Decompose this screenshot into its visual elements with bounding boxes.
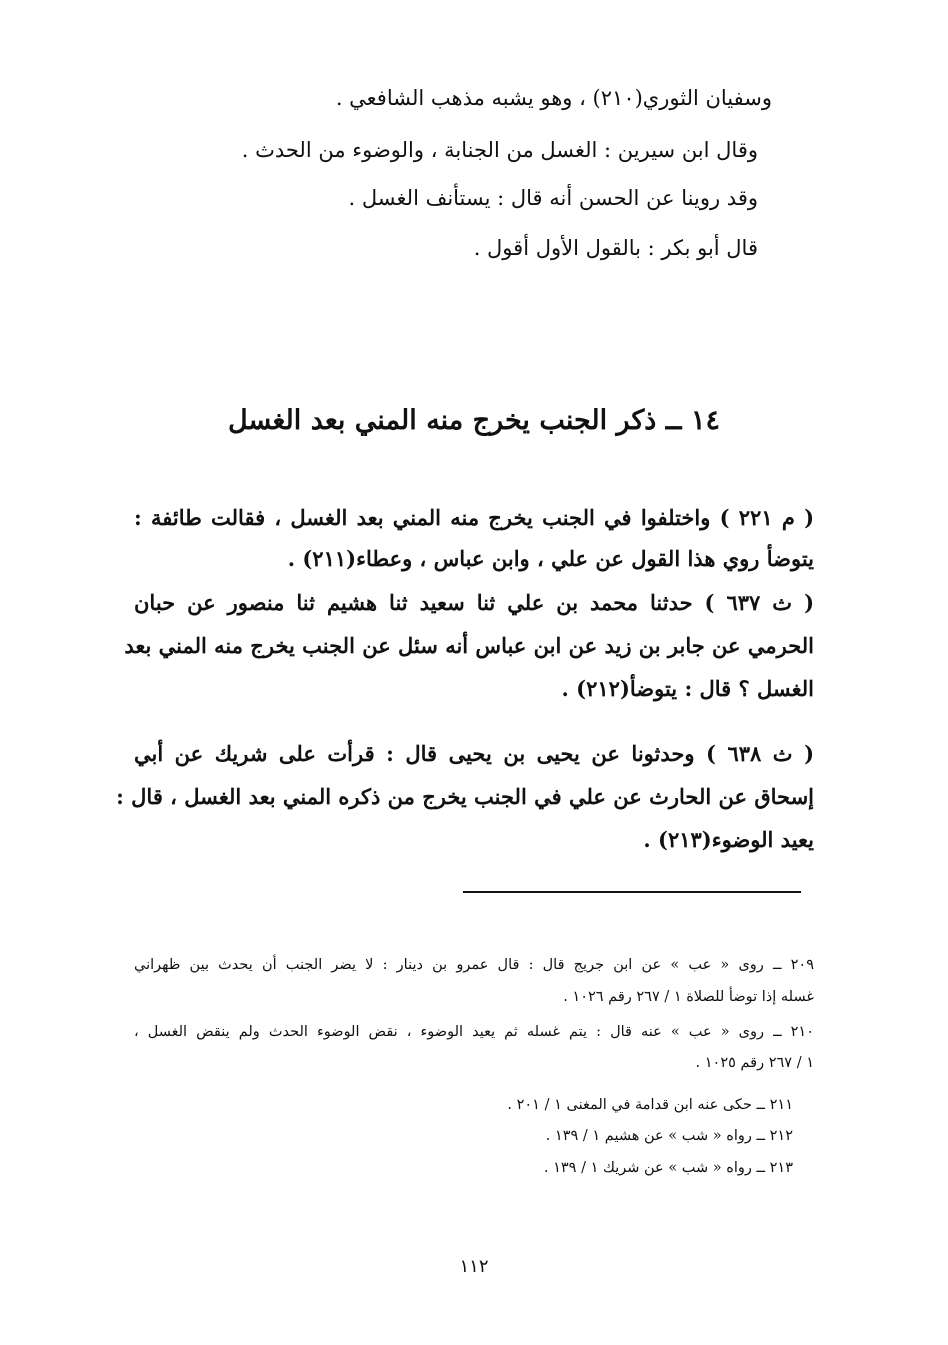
top-paragraph-line-4: قال أبو بكر : بالقول الأول أقول . [473, 236, 758, 260]
entry-th637-line-3: الغسل ؟ قال : يتوضأ(٢١٢) . [561, 676, 814, 701]
entry-th638-line-3: يعيد الوضوء(٢١٣) . [643, 827, 814, 852]
entry-m221-line-1: ( م ٢٢١ ) واختلفوا في الجنب يخرج منه المني بعد الغسل ، فقالت طائفة : [134, 505, 814, 530]
footnote-separator [463, 891, 801, 893]
top-paragraph-line-1: وسفيان الثوري(٢١٠) ، وهو يشبه مذهب الشافعي . [335, 86, 772, 110]
entry-m221-line-2: يتوضأ روي هذا القول عن علي ، وابن عباس ، وعطاء(٢١١) . [287, 546, 814, 571]
footnote-212: ٢١٢ ــ رواه « شب » عن هشيم ١ / ١٣٩ . [545, 1128, 793, 1144]
entry-th637-line-2: الحرمي عن جابر بن زيد عن ابن عباس أنه سئل عن الجنب يخرج منه المني بعد [124, 633, 814, 658]
entry-th637-line-1: ( ث ٦٣٧ ) حدثنا محمد بن علي ثنا سعيد ثنا هشيم ثنا منصور عن حبان [134, 590, 814, 615]
page-number: ١١٢ [459, 1256, 489, 1277]
entry-th638-line-1: ( ث ٦٣٨ ) وحدثونا عن يحيى بن يحيى قال : قرأت على شريك عن أبي [134, 741, 815, 766]
footnote-211: ٢١١ ــ حكى عنه ابن قدامة في المغنى ١ / ٢٠١ . [507, 1097, 793, 1113]
footnote-210-line-2: ١ / ٢٦٧ رقم ١٠٢٥ . [695, 1055, 814, 1071]
top-paragraph-line-3: وقد روينا عن الحسن أنه قال : يستأنف الغسل . [348, 186, 758, 210]
entry-th638-line-2: إسحاق عن الحارث عن علي في الجنب يخرج من ذكره المني بعد الغسل ، قال : [116, 784, 814, 809]
footnote-210-line-1: ٢١٠ ــ روى « عب » عنه قال : يتم غسله ثم يعيد الوضوء ، نقض الوضوء الحدث ولم ينقض الغسل ، [134, 1024, 814, 1040]
section-heading: ١٤ ــ ذكر الجنب يخرج منه المني بعد الغسل [228, 405, 720, 436]
top-paragraph-line-2: وقال ابن سيرين : الغسل من الجنابة ، والوضوء من الحدث . [241, 138, 758, 162]
footnote-213: ٢١٣ ــ رواه « شب » عن شريك ١ / ١٣٩ . [543, 1160, 793, 1176]
footnote-209-line-1: ٢٠٩ ــ روى « عب » عن ابن جريج قال : قال عمرو بن دينار : لا يضر الجنب أن يحدث بين ظهراني [134, 957, 814, 973]
footnote-209-line-2: غسله إذا توضأ للصلاة ١ / ٢٦٧ رقم ١٠٢٦ . [563, 989, 814, 1005]
